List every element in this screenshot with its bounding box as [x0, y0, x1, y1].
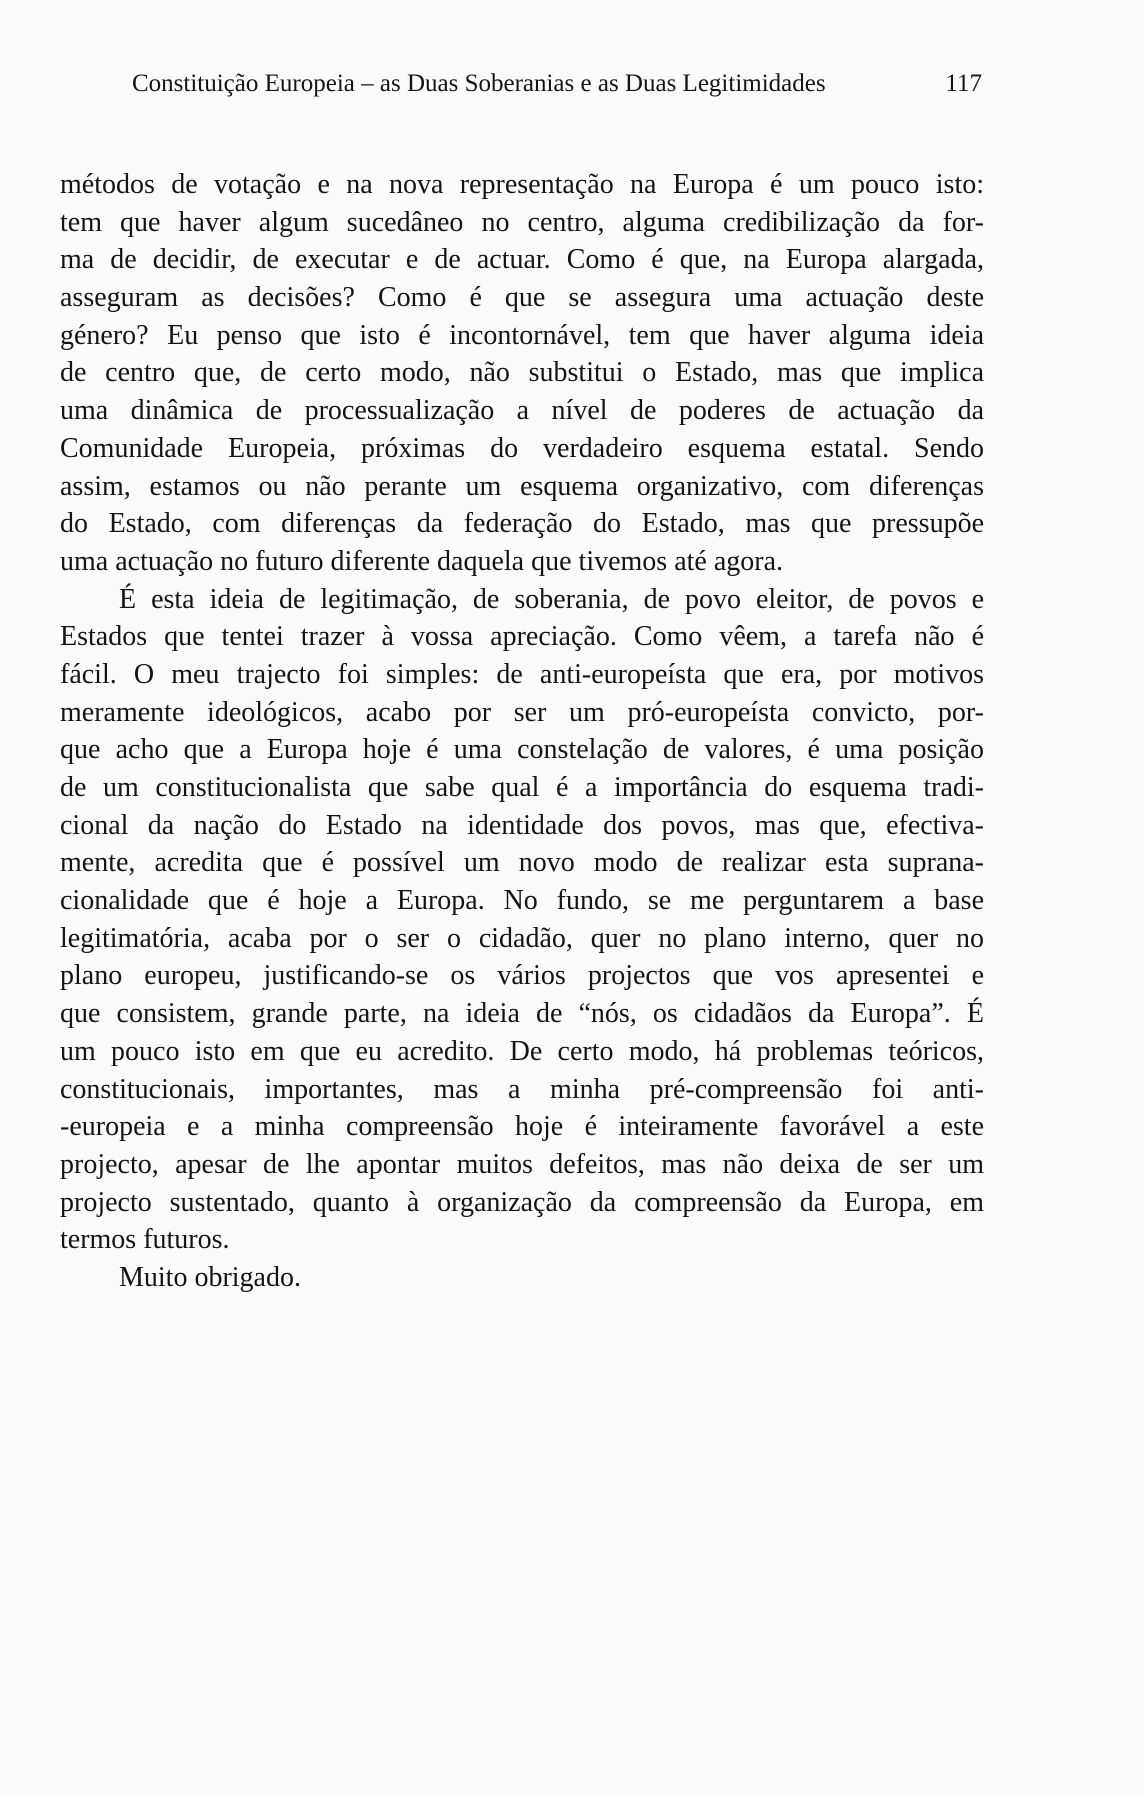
text-line: meramente ideológicos, acabo por ser um pró-europeísta convicto, por- — [60, 696, 984, 728]
closing-line: Muito obrigado. — [119, 1261, 301, 1293]
text-line: ma de decidir, de executar e de actuar. Como é que, na Europa alargada, — [60, 244, 984, 276]
text-line: -europeia e a minha compreensão hoje é inteiramente favorável a este — [60, 1111, 984, 1143]
text-line: que acho que a Europa hoje é uma constelação de valores, é uma posição — [60, 734, 984, 766]
text-line: métodos de votação e na nova representação na Europa é um pouco isto: — [60, 169, 984, 200]
text-line: cional da nação do Estado na identidade dos povos, mas que, efectiva- — [60, 809, 984, 841]
text-line: legitimatória, acaba por o ser o cidadão, quer no plano interno, quer no — [60, 922, 984, 954]
text-line: Estados que tentei trazer à vossa apreciação. Como vêem, a tarefa não é — [60, 621, 984, 653]
text-line: asseguram as decisões? Como é que se assegura uma actuação deste — [60, 282, 984, 314]
running-header — [132, 64, 982, 104]
text-line: projecto sustentado, quanto à organização da compreensão da Europa, em — [60, 1186, 984, 1218]
text-line: cionalidade que é hoje a Europa. No fundo, se me perguntarem a base — [60, 885, 984, 917]
text-line: mente, acredita que é possível um novo modo de realizar esta suprana- — [60, 847, 984, 879]
text-line: do Estado, com diferenças da federação do Estado, mas que pressupõe — [60, 508, 984, 540]
text-line: um pouco isto em que eu acredito. De certo modo, há problemas teóricos, — [60, 1035, 984, 1067]
text-line: uma actuação no futuro diferente daquela que tivemos até agora. — [60, 545, 784, 577]
text-line: projecto, apesar de lhe apontar muitos defeitos, mas não deixa de ser um — [60, 1148, 984, 1180]
page-number: 117 — [945, 70, 982, 97]
text-line: fácil. O meu trajecto foi simples: de anti-europeísta que era, por motivos — [60, 658, 984, 690]
text-line: Comunidade Europeia, próximas do verdadeiro esquema estatal. Sendo — [60, 432, 984, 464]
text-line: uma dinâmica de processualização a nível de poderes de actuação da — [60, 395, 984, 427]
text-line: termos futuros. — [60, 1224, 230, 1256]
text-line: de um constitucionalista que sabe qual é a importância do esquema tradi- — [60, 772, 984, 803]
text-line: que consistem, grande parte, na ideia de “nós, os cidadãos da Europa”. É — [60, 998, 984, 1030]
text-line: de centro que, de certo modo, não substitui o Estado, mas que implica — [60, 357, 984, 389]
text-line: assim, estamos ou não perante um esquema organizativo, com diferenças — [60, 470, 984, 502]
running-title: Constituição Europeia – as Duas Soberanias e as Duas Legitimidades — [132, 70, 826, 97]
text-line: tem que haver algum sucedâneo no centro, alguma credibilização da for- — [60, 206, 984, 238]
text-line: género? Eu penso que isto é incontornável, tem que haver alguma ideia — [60, 319, 984, 351]
body-text — [60, 166, 984, 1297]
text-line: constitucionais, importantes, mas a minha pré-compreensão foi anti- — [60, 1073, 984, 1105]
text-line: É esta ideia de legitimação, de soberania, de povo eleitor, de povos e — [119, 583, 984, 615]
text-line: plano europeu, justificando-se os vários projectos que vos apresentei e — [60, 960, 984, 992]
